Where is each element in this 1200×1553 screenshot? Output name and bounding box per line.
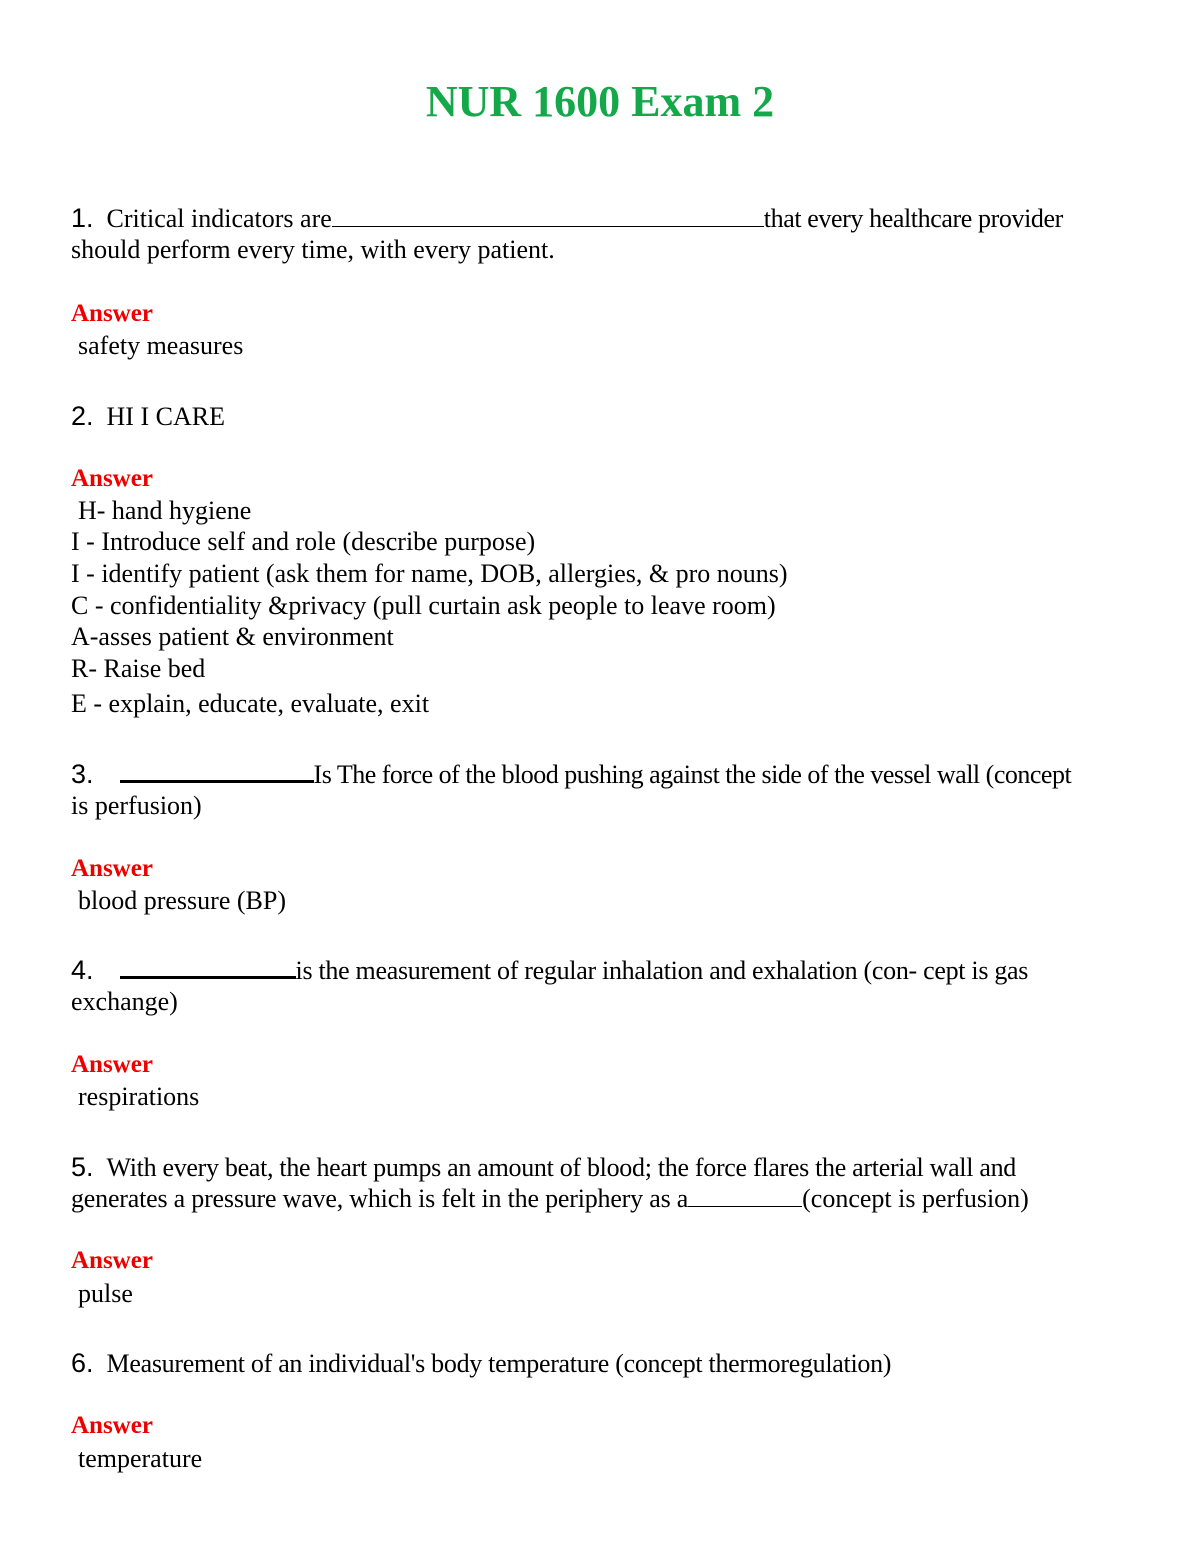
question-4: [71, 955, 1151, 1017]
answer-label: Answer: [71, 465, 153, 492]
answer-text: I - Introduce self and role (describe purpose): [71, 527, 536, 556]
question-text: that every healthcare provider: [763, 204, 1063, 233]
answer-text: A-asses patient & environment: [71, 622, 394, 651]
answer-label: Answer: [71, 1247, 153, 1274]
answer-text: R- Raise bed: [71, 654, 206, 683]
answer-text: pulse: [78, 1279, 133, 1308]
answer-text: temperature: [78, 1444, 203, 1473]
question-number: 2.: [71, 401, 94, 431]
answer-text: I - identify patient (ask them for name, DOB, allergies, & pro nouns): [71, 559, 788, 588]
question-text: is perfusion): [71, 791, 202, 820]
question-text: Is The force of the blood pushing against the side of the vessel wall (concept: [313, 760, 1072, 789]
question-number: 3.: [71, 759, 94, 789]
answer-blank: [120, 779, 314, 783]
answer-blank: [688, 1205, 802, 1207]
question-number: 1.: [71, 203, 94, 233]
question-text: Measurement of an individual's body temperature (concept thermoregulation): [106, 1349, 892, 1378]
question-text: generates a pressure wave, which is felt in the periphery as a: [71, 1184, 689, 1213]
question-number: 6.: [71, 1348, 94, 1378]
answer-text: blood pressure (BP): [78, 886, 286, 915]
question-text: exchange): [71, 987, 178, 1016]
answer-label: Answer: [71, 1412, 153, 1439]
answer-text: H- hand hygiene: [78, 496, 252, 525]
page-title: NUR 1600 Exam 2: [425, 77, 775, 126]
question-text: HI I CARE: [106, 402, 225, 431]
answer-blank: [120, 975, 296, 979]
question-text: is the measurement of regular inhalation and exhalation (con- cept is gas: [295, 956, 1029, 985]
question-3: [71, 759, 1151, 821]
question-text: (concept is perfusion): [802, 1184, 1029, 1213]
answer-text: C - confidentiality &privacy (pull curtain ask people to leave room): [71, 591, 776, 620]
answer-label: Answer: [71, 855, 153, 882]
question-6: [71, 1348, 1131, 1379]
question-1: [71, 203, 1131, 265]
question-5: [71, 1152, 1151, 1214]
question-text: should perform every time, with every patient.: [71, 235, 555, 264]
question-number: 4.: [71, 955, 94, 985]
answer-text: E - explain, educate, evaluate, exit: [71, 689, 430, 718]
answer-text: safety measures: [78, 331, 244, 360]
question-text: With every beat, the heart pumps an amount of blood; the force flares the arterial wall and: [106, 1153, 1016, 1182]
answer-blank: [332, 225, 764, 227]
answer-text: respirations: [78, 1082, 200, 1111]
question-2: [71, 401, 1131, 432]
answer-label: Answer: [71, 1051, 153, 1078]
answer-label: Answer: [71, 300, 153, 327]
question-number: 5.: [71, 1152, 94, 1182]
question-text: Critical indicators are: [106, 204, 332, 233]
